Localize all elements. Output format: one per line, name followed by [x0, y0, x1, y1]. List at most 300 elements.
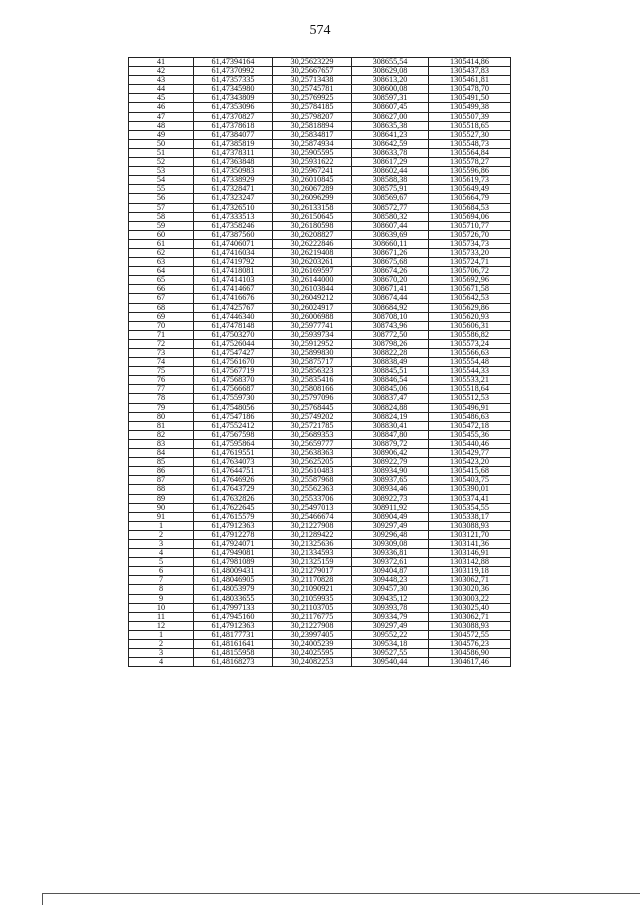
cell-longitude: 30,25797096 [273, 394, 352, 403]
coordinates-table-body [129, 58, 511, 667]
cell-coord-y: 1305706,72 [429, 267, 511, 276]
cell-coord-x: 308639,69 [352, 230, 429, 239]
cell-coord-y: 1305455,36 [429, 430, 511, 439]
cell-longitude: 30,26103844 [273, 285, 352, 294]
cell-point-number: 60 [129, 230, 194, 239]
cell-coord-x: 309297,49 [352, 521, 429, 530]
cell-coord-y: 1305533,21 [429, 376, 511, 385]
cell-coord-y: 1305619,73 [429, 176, 511, 185]
cell-latitude: 61,48168273 [194, 658, 273, 667]
cell-point-number: 77 [129, 385, 194, 394]
cell-coord-x: 308655,54 [352, 58, 429, 67]
page-frame-bottom-line [42, 893, 640, 894]
cell-latitude: 61,47333513 [194, 212, 273, 221]
cell-longitude: 30,25835416 [273, 376, 352, 385]
table-row [129, 449, 511, 458]
cell-longitude: 30,25808166 [273, 385, 352, 394]
cell-coord-x: 308838,49 [352, 358, 429, 367]
cell-coord-y: 1305374,41 [429, 494, 511, 503]
cell-longitude: 30,26049212 [273, 294, 352, 303]
cell-longitude: 30,21325159 [273, 558, 352, 567]
cell-longitude: 30,21090921 [273, 585, 352, 594]
cell-point-number: 52 [129, 158, 194, 167]
table-row [129, 76, 511, 85]
table-row [129, 567, 511, 576]
table-row [129, 549, 511, 558]
cell-latitude: 61,47949081 [194, 549, 273, 558]
cell-point-number: 48 [129, 121, 194, 130]
table-row [129, 494, 511, 503]
cell-coord-y: 1305415,68 [429, 467, 511, 476]
cell-coord-y: 1305544,33 [429, 367, 511, 376]
cell-coord-y: 1305620,93 [429, 312, 511, 321]
cell-longitude: 30,26203261 [273, 258, 352, 267]
cell-longitude: 30,21279017 [273, 567, 352, 576]
cell-latitude: 61,47446340 [194, 312, 273, 321]
cell-latitude: 61,47328471 [194, 185, 273, 194]
cell-latitude: 61,47394164 [194, 58, 273, 67]
table-row [129, 630, 511, 639]
table-row [129, 430, 511, 439]
cell-longitude: 30,23997405 [273, 630, 352, 639]
cell-coord-x: 308671,41 [352, 285, 429, 294]
cell-point-number: 84 [129, 449, 194, 458]
cell-latitude: 61,48155958 [194, 649, 273, 658]
cell-longitude: 30,21170828 [273, 576, 352, 585]
cell-coord-y: 1303119,18 [429, 567, 511, 576]
cell-longitude: 30,26208827 [273, 230, 352, 239]
cell-latitude: 61,47615579 [194, 512, 273, 521]
cell-coord-y: 1305671,58 [429, 285, 511, 294]
cell-point-number: 82 [129, 430, 194, 439]
cell-point-number: 83 [129, 439, 194, 448]
cell-coord-y: 1304572,55 [429, 630, 511, 639]
cell-latitude: 61,48161641 [194, 640, 273, 649]
cell-coord-x: 308635,38 [352, 121, 429, 130]
cell-longitude: 30,24025595 [273, 649, 352, 658]
cell-point-number: 49 [129, 130, 194, 139]
table-row [129, 230, 511, 239]
cell-coord-x: 308847,80 [352, 430, 429, 439]
cell-point-number: 50 [129, 139, 194, 148]
cell-coord-y: 1305586,82 [429, 330, 511, 339]
cell-point-number: 53 [129, 167, 194, 176]
cell-longitude: 30,24005239 [273, 640, 352, 649]
table-row [129, 503, 511, 512]
table-row [129, 476, 511, 485]
cell-point-number: 3 [129, 539, 194, 548]
cell-point-number: 79 [129, 403, 194, 412]
cell-coord-x: 308822,28 [352, 349, 429, 358]
cell-latitude: 61,47385819 [194, 139, 273, 148]
cell-coord-y: 1305684,53 [429, 203, 511, 212]
cell-coord-x: 308572,77 [352, 203, 429, 212]
cell-point-number: 90 [129, 503, 194, 512]
cell-coord-x: 308922,73 [352, 494, 429, 503]
cell-coord-x: 308627,00 [352, 112, 429, 121]
cell-longitude: 30,25562363 [273, 485, 352, 494]
cell-latitude: 61,47643729 [194, 485, 273, 494]
cell-coord-x: 308708,10 [352, 312, 429, 321]
cell-latitude: 61,47418081 [194, 267, 273, 276]
cell-longitude: 30,25798207 [273, 112, 352, 121]
cell-longitude: 30,26169597 [273, 267, 352, 276]
table-row [129, 167, 511, 176]
cell-coord-y: 1303088,93 [429, 521, 511, 530]
cell-latitude: 61,47568370 [194, 376, 273, 385]
cell-point-number: 68 [129, 303, 194, 312]
cell-point-number: 75 [129, 367, 194, 376]
cell-point-number: 88 [129, 485, 194, 494]
cell-latitude: 61,47567598 [194, 430, 273, 439]
cell-coord-y: 1305518,65 [429, 121, 511, 130]
cell-point-number: 47 [129, 112, 194, 121]
cell-coord-x: 308845,51 [352, 367, 429, 376]
cell-coord-x: 308633,78 [352, 148, 429, 157]
cell-longitude: 30,25967241 [273, 167, 352, 176]
cell-longitude: 30,25587968 [273, 476, 352, 485]
cell-coord-y: 1305437,83 [429, 67, 511, 76]
cell-latitude: 61,47561670 [194, 358, 273, 367]
cell-point-number: 58 [129, 212, 194, 221]
cell-coord-y: 1303003,22 [429, 594, 511, 603]
table-row [129, 203, 511, 212]
cell-latitude: 61,47547186 [194, 412, 273, 421]
cell-latitude: 61,47378311 [194, 148, 273, 157]
cell-coord-y: 1304617,46 [429, 658, 511, 667]
table-row [129, 658, 511, 667]
table-row [129, 358, 511, 367]
cell-longitude: 30,25912952 [273, 339, 352, 348]
cell-point-number: 2 [129, 640, 194, 649]
table-row [129, 67, 511, 76]
page-frame-left-line [42, 893, 43, 905]
cell-point-number: 12 [129, 621, 194, 630]
cell-point-number: 71 [129, 330, 194, 339]
cell-coord-y: 1305440,46 [429, 439, 511, 448]
cell-coord-x: 308575,91 [352, 185, 429, 194]
cell-coord-y: 1303142,88 [429, 558, 511, 567]
cell-point-number: 51 [129, 148, 194, 157]
cell-coord-x: 309393,78 [352, 603, 429, 612]
cell-latitude: 61,47414667 [194, 285, 273, 294]
table-row [129, 512, 511, 521]
cell-latitude: 61,47326510 [194, 203, 273, 212]
cell-coord-y: 1305491,50 [429, 94, 511, 103]
cell-longitude: 30,26006988 [273, 312, 352, 321]
cell-coord-y: 1305724,71 [429, 258, 511, 267]
cell-longitude: 30,25713438 [273, 76, 352, 85]
table-row [129, 530, 511, 539]
cell-latitude: 61,47548056 [194, 403, 273, 412]
cell-longitude: 30,25721785 [273, 421, 352, 430]
cell-coord-y: 1305596,86 [429, 167, 511, 176]
cell-latitude: 61,47419792 [194, 258, 273, 267]
table-row [129, 221, 511, 230]
cell-coord-x: 308600,08 [352, 85, 429, 94]
cell-coord-y: 1303062,71 [429, 576, 511, 585]
table-row [129, 176, 511, 185]
cell-latitude: 61,47997133 [194, 603, 273, 612]
cell-coord-y: 1305664,79 [429, 194, 511, 203]
cell-coord-x: 308904,49 [352, 512, 429, 521]
cell-latitude: 61,47912363 [194, 521, 273, 530]
cell-longitude: 30,25610483 [273, 467, 352, 476]
table-row [129, 594, 511, 603]
cell-latitude: 61,47370992 [194, 67, 273, 76]
cell-latitude: 61,47370827 [194, 112, 273, 121]
cell-longitude: 30,21227908 [273, 521, 352, 530]
cell-coord-y: 1305472,18 [429, 421, 511, 430]
table-row [129, 612, 511, 621]
cell-point-number: 5 [129, 558, 194, 567]
cell-latitude: 61,47945160 [194, 612, 273, 621]
cell-latitude: 61,47619551 [194, 449, 273, 458]
table-row [129, 312, 511, 321]
cell-coord-x: 309296,48 [352, 530, 429, 539]
cell-coord-x: 308629,08 [352, 67, 429, 76]
table-row [129, 421, 511, 430]
cell-point-number: 76 [129, 376, 194, 385]
cell-longitude: 30,21289422 [273, 530, 352, 539]
cell-coord-x: 308641,23 [352, 130, 429, 139]
cell-coord-y: 1304576,23 [429, 640, 511, 649]
cell-coord-x: 308846,54 [352, 376, 429, 385]
cell-latitude: 61,47343809 [194, 94, 273, 103]
cell-longitude: 30,25533706 [273, 494, 352, 503]
cell-coord-y: 1305566,63 [429, 349, 511, 358]
cell-point-number: 8 [129, 585, 194, 594]
cell-coord-y: 1305692,96 [429, 276, 511, 285]
cell-longitude: 30,25667657 [273, 67, 352, 76]
cell-coord-y: 1305414,86 [429, 58, 511, 67]
cell-longitude: 30,21334593 [273, 549, 352, 558]
cell-latitude: 61,47416034 [194, 248, 273, 257]
cell-latitude: 61,47981089 [194, 558, 273, 567]
cell-point-number: 54 [129, 176, 194, 185]
cell-coord-x: 308588,38 [352, 176, 429, 185]
cell-longitude: 30,25466674 [273, 512, 352, 521]
cell-longitude: 30,25856323 [273, 367, 352, 376]
cell-coord-y: 1303088,93 [429, 621, 511, 630]
cell-coord-x: 308602,44 [352, 167, 429, 176]
cell-coord-x: 309435,12 [352, 594, 429, 603]
table-row [129, 467, 511, 476]
cell-coord-x: 308597,31 [352, 94, 429, 103]
table-row [129, 621, 511, 630]
cell-point-number: 89 [129, 494, 194, 503]
table-row [129, 103, 511, 112]
table-row [129, 112, 511, 121]
cell-latitude: 61,47632826 [194, 494, 273, 503]
table-row [129, 394, 511, 403]
cell-coord-x: 308642,59 [352, 139, 429, 148]
cell-point-number: 10 [129, 603, 194, 612]
cell-latitude: 61,47559730 [194, 394, 273, 403]
cell-longitude: 30,25745781 [273, 85, 352, 94]
table-row [129, 376, 511, 385]
cell-coord-x: 308617,29 [352, 158, 429, 167]
cell-coord-x: 308830,41 [352, 421, 429, 430]
cell-coord-y: 1305734,73 [429, 239, 511, 248]
cell-longitude: 30,25497013 [273, 503, 352, 512]
cell-coord-x: 308837,47 [352, 394, 429, 403]
cell-latitude: 61,47646926 [194, 476, 273, 485]
cell-latitude: 61,47924071 [194, 539, 273, 548]
cell-coord-y: 1303121,70 [429, 530, 511, 539]
cell-coord-x: 308580,32 [352, 212, 429, 221]
coordinates-table [128, 57, 511, 667]
cell-latitude: 61,47912278 [194, 530, 273, 539]
cell-coord-x: 308922,79 [352, 458, 429, 467]
cell-point-number: 67 [129, 294, 194, 303]
cell-longitude: 30,21325636 [273, 539, 352, 548]
cell-longitude: 30,25818894 [273, 121, 352, 130]
cell-coord-x: 308906,42 [352, 449, 429, 458]
cell-coord-x: 309448,23 [352, 576, 429, 585]
cell-longitude: 30,26133158 [273, 203, 352, 212]
table-row [129, 412, 511, 421]
table-row [129, 239, 511, 248]
cell-coord-x: 308684,92 [352, 303, 429, 312]
cell-latitude: 61,47387560 [194, 230, 273, 239]
cell-coord-y: 1305710,77 [429, 221, 511, 230]
cell-coord-y: 1303062,71 [429, 612, 511, 621]
table-row [129, 121, 511, 130]
table-row [129, 367, 511, 376]
cell-coord-y: 1305518,64 [429, 385, 511, 394]
cell-coord-y: 1304586,90 [429, 649, 511, 658]
cell-coord-x: 308824,88 [352, 403, 429, 412]
cell-coord-y: 1303146,91 [429, 549, 511, 558]
cell-point-number: 91 [129, 512, 194, 521]
cell-point-number: 70 [129, 321, 194, 330]
table-row [129, 385, 511, 394]
table-row [129, 539, 511, 548]
cell-coord-y: 1305606,31 [429, 321, 511, 330]
table-row [129, 258, 511, 267]
cell-longitude: 30,26219408 [273, 248, 352, 257]
cell-point-number: 4 [129, 549, 194, 558]
cell-longitude: 30,25939734 [273, 330, 352, 339]
cell-coord-y: 1305548,73 [429, 139, 511, 148]
cell-longitude: 30,25874934 [273, 139, 352, 148]
cell-longitude: 30,21227908 [273, 621, 352, 630]
cell-point-number: 11 [129, 612, 194, 621]
cell-coord-x: 309336,81 [352, 549, 429, 558]
cell-longitude: 30,25769925 [273, 94, 352, 103]
cell-latitude: 61,47416676 [194, 294, 273, 303]
cell-latitude: 61,47503270 [194, 330, 273, 339]
cell-coord-x: 308934,90 [352, 467, 429, 476]
cell-coord-y: 1305499,38 [429, 103, 511, 112]
cell-coord-y: 1305429,77 [429, 449, 511, 458]
cell-coord-x: 309534,18 [352, 640, 429, 649]
cell-coord-x: 309297,49 [352, 621, 429, 630]
table-row [129, 403, 511, 412]
cell-coord-x: 309404,87 [352, 567, 429, 576]
table-row [129, 649, 511, 658]
cell-point-number: 57 [129, 203, 194, 212]
cell-latitude: 61,48046905 [194, 576, 273, 585]
cell-point-number: 7 [129, 576, 194, 585]
cell-latitude: 61,47547427 [194, 349, 273, 358]
cell-point-number: 1 [129, 521, 194, 530]
cell-coord-y: 1305578,27 [429, 158, 511, 167]
cell-point-number: 3 [129, 649, 194, 658]
cell-coord-x: 308934,46 [352, 485, 429, 494]
cell-point-number: 72 [129, 339, 194, 348]
cell-longitude: 30,26144000 [273, 276, 352, 285]
cell-coord-x: 309527,55 [352, 649, 429, 658]
table-row [129, 85, 511, 94]
cell-coord-y: 1305478,70 [429, 85, 511, 94]
cell-point-number: 42 [129, 67, 194, 76]
cell-coord-x: 308674,44 [352, 294, 429, 303]
cell-point-number: 41 [129, 58, 194, 67]
table-row [129, 185, 511, 194]
cell-longitude: 30,26010845 [273, 176, 352, 185]
cell-coord-y: 1305423,20 [429, 458, 511, 467]
cell-coord-x: 308675,68 [352, 258, 429, 267]
cell-coord-y: 1305527,30 [429, 130, 511, 139]
cell-latitude: 61,47567719 [194, 367, 273, 376]
cell-latitude: 61,47566687 [194, 385, 273, 394]
cell-coord-y: 1305649,49 [429, 185, 511, 194]
cell-latitude: 61,47425767 [194, 303, 273, 312]
cell-latitude: 61,48177731 [194, 630, 273, 639]
table-row [129, 558, 511, 567]
cell-coord-x: 308660,11 [352, 239, 429, 248]
table-row [129, 349, 511, 358]
cell-coord-y: 1305512,53 [429, 394, 511, 403]
table-row [129, 321, 511, 330]
cell-coord-y: 1305496,91 [429, 403, 511, 412]
table-row [129, 158, 511, 167]
cell-point-number: 63 [129, 258, 194, 267]
cell-point-number: 56 [129, 194, 194, 203]
table-row [129, 585, 511, 594]
cell-coord-x: 308798,26 [352, 339, 429, 348]
cell-coord-x: 308743,96 [352, 321, 429, 330]
cell-point-number: 73 [129, 349, 194, 358]
cell-longitude: 30,25977741 [273, 321, 352, 330]
cell-longitude: 30,25625205 [273, 458, 352, 467]
cell-longitude: 30,25659777 [273, 439, 352, 448]
cell-point-number: 2 [129, 530, 194, 539]
cell-longitude: 30,25749202 [273, 412, 352, 421]
cell-point-number: 6 [129, 567, 194, 576]
cell-coord-x: 308772,50 [352, 330, 429, 339]
cell-longitude: 30,25623229 [273, 58, 352, 67]
table-row [129, 94, 511, 103]
cell-point-number: 78 [129, 394, 194, 403]
cell-coord-y: 1305726,70 [429, 230, 511, 239]
cell-latitude: 61,47345980 [194, 85, 273, 94]
cell-latitude: 61,47350983 [194, 167, 273, 176]
cell-coord-x: 308671,26 [352, 248, 429, 257]
cell-coord-x: 308911,92 [352, 503, 429, 512]
cell-coord-x: 309552,22 [352, 630, 429, 639]
cell-point-number: 62 [129, 248, 194, 257]
cell-latitude: 61,47323247 [194, 194, 273, 203]
cell-latitude: 61,48053979 [194, 585, 273, 594]
cell-coord-x: 309372,61 [352, 558, 429, 567]
cell-longitude: 30,26150645 [273, 212, 352, 221]
cell-longitude: 30,24082253 [273, 658, 352, 667]
table-row [129, 58, 511, 67]
cell-coord-x: 308937,65 [352, 476, 429, 485]
